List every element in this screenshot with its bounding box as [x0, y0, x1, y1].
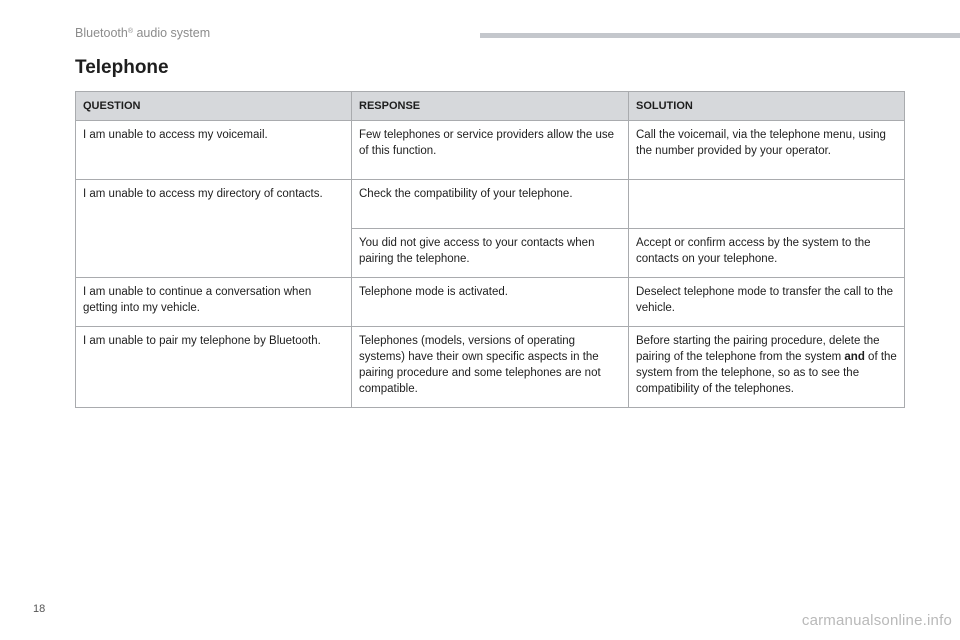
- watermark: carmanualsonline.info: [801, 612, 952, 629]
- solution-cell: [629, 327, 905, 408]
- solution-text-bold: and: [844, 351, 865, 363]
- question-cell: I am unable to continue a conversation when getting into my vehicle.: [76, 278, 352, 327]
- solution-cell: Deselect telephone mode to transfer the call to the vehicle.: [629, 278, 905, 327]
- solution-text-pre: Before starting the pairing procedure, delete the pairing of the telephone from the system: [636, 335, 880, 363]
- troubleshooting-table: [75, 91, 905, 408]
- question-cell: I am unable to access my directory of contacts.: [76, 180, 352, 278]
- registered-mark: ®: [127, 28, 133, 35]
- response-cell: You did not give access to your contacts when pairing the telephone.: [352, 229, 629, 278]
- solution-cell: Call the voicemail, via the telephone menu, using the number provided by your operator.: [629, 121, 905, 180]
- header-divider-bar: [480, 33, 960, 38]
- table-row: [76, 121, 905, 180]
- column-header-question: QUESTION: [76, 92, 352, 121]
- solution-text-post: of the system from the telephone, so as to see the compatibility of the telephones.: [636, 351, 897, 395]
- page-number: 18: [33, 603, 46, 615]
- table-header-row: [76, 92, 905, 121]
- response-cell: Check the compatibility of your telephone.: [352, 180, 629, 229]
- section-title: [75, 26, 210, 40]
- response-cell: Few telephones or service providers allow the use of this function.: [352, 121, 629, 180]
- solution-cell: Accept or confirm access by the system to the contacts on your telephone.: [629, 229, 905, 278]
- column-header-response: RESPONSE: [352, 92, 629, 121]
- column-header-solution: SOLUTION: [629, 92, 905, 121]
- page-title: Telephone: [75, 57, 169, 78]
- response-cell: Telephones (models, versions of operating systems) have their own specific aspects in the pairing procedure and some telephones are not compatible.: [352, 327, 629, 408]
- section-title-post: audio system: [133, 26, 211, 40]
- response-cell: Telephone mode is activated.: [352, 278, 629, 327]
- question-cell: I am unable to pair my telephone by Bluetooth.: [76, 327, 352, 408]
- table-row: [76, 278, 905, 327]
- solution-cell: [629, 180, 905, 229]
- table-row: [76, 327, 905, 408]
- table-row: [76, 180, 905, 229]
- section-title-pre: Bluetooth: [75, 26, 128, 40]
- question-cell: I am unable to access my voicemail.: [76, 121, 352, 180]
